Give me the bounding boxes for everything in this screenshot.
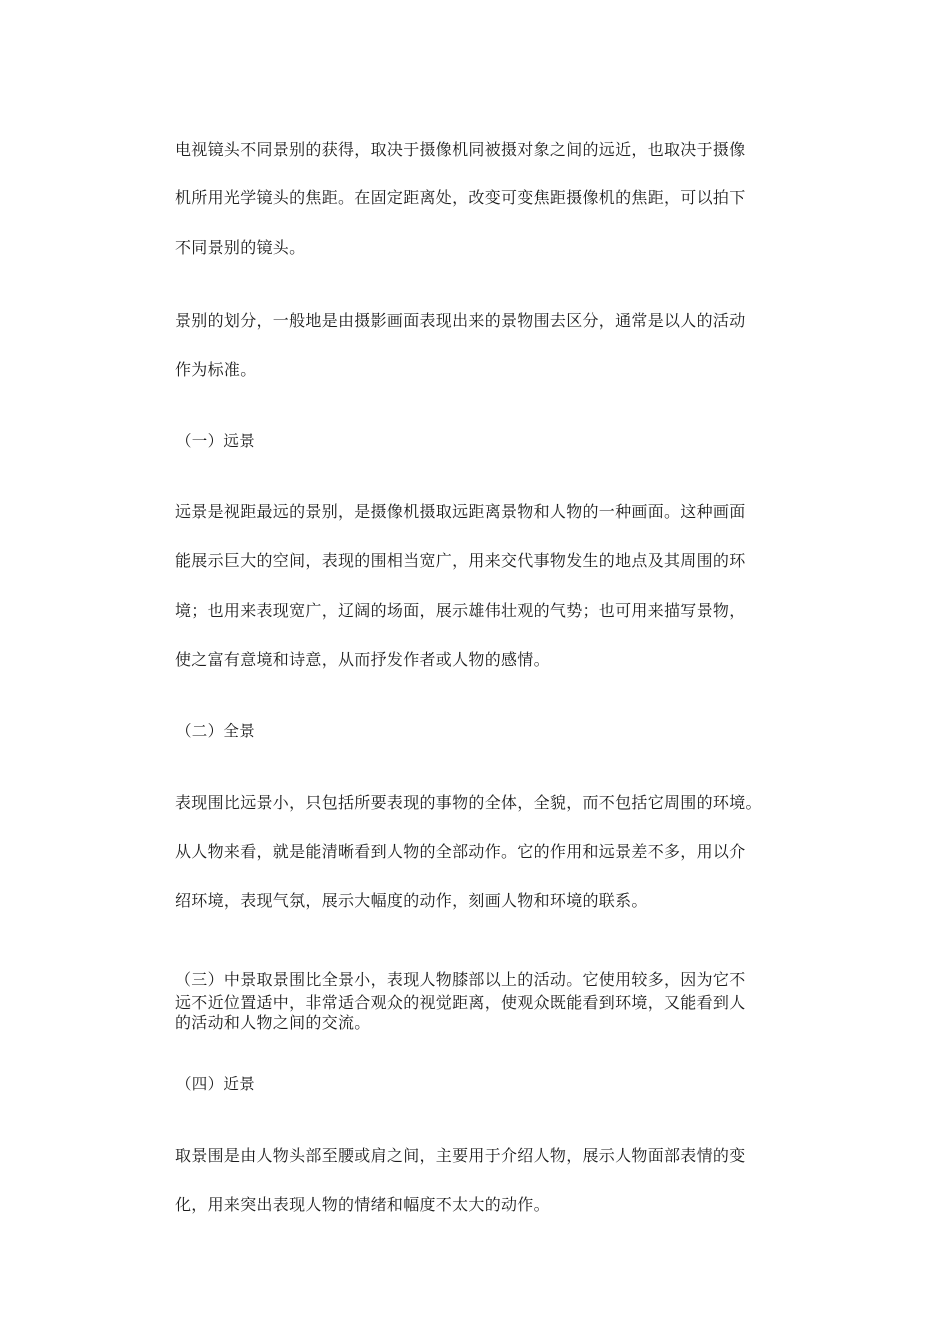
paragraph-2-line-2: 作为标准。 <box>175 360 257 379</box>
paragraph-4-line-3: 绍环境，表现气氛，展示大幅度的动作，刻画人物和环境的联系。 <box>175 891 648 910</box>
section-heading-full-shot: （二）全景 <box>176 722 256 740</box>
paragraph-1-line-1: 电视镜头不同景别的获得，取决于摄像机同被摄对象之间的远近，也取决于摄像 <box>175 140 746 159</box>
section-heading-distant-shot: （一）远景 <box>176 432 256 450</box>
paragraph-1-line-3: 不同景别的镜头。 <box>175 238 306 257</box>
paragraph-5-line-3: 的活动和人物之间的交流。 <box>175 1013 371 1032</box>
section-heading-close-shot: （四）近景 <box>176 1075 256 1093</box>
paragraph-3-line-1: 远景是视距最远的景别，是摄像机摄取远距离景物和人物的一种画面。这种画面 <box>175 502 746 521</box>
paragraph-6-line-2: 化，用来突出表现人物的情绪和幅度不太大的动作。 <box>175 1195 550 1214</box>
paragraph-3-line-2: 能展示巨大的空间，表现的围相当宽广，用来交代事物发生的地点及其周围的环 <box>175 551 746 570</box>
paragraph-6-line-1: 取景围是由人物头部至腰或肩之间，主要用于介绍人物，展示人物面部表情的变 <box>175 1146 746 1165</box>
paragraph-3-line-4: 使之富有意境和诗意，从而抒发作者或人物的感情。 <box>175 650 550 669</box>
paragraph-2-line-1: 景别的划分，一般地是由摄影画面表现出来的景物围去区分，通常是以人的活动 <box>175 311 746 330</box>
paragraph-5-line-2: 远不近位置适中，非常适合观众的视觉距离，使观众既能看到环境，又能看到人 <box>175 993 746 1012</box>
paragraph-5-line-1: （三）中景取景围比全景小，表现人物膝部以上的活动。它使用较多，因为它不 <box>175 970 746 989</box>
paragraph-4-line-1: 表现围比远景小，只包括所要表现的事物的全体，全貌，而不包括它周围的环境。 <box>175 793 762 812</box>
paragraph-3-line-3: 境；也用来表现宽广，辽阔的场面，展示雄伟壮观的气势；也可用来描写景物， <box>175 601 746 620</box>
paragraph-4-line-2: 从人物来看，就是能清晰看到人物的全部动作。它的作用和远景差不多，用以介 <box>175 842 746 861</box>
paragraph-1-line-2: 机所用光学镜头的焦距。在固定距离处，改变可变焦距摄像机的焦距，可以拍下 <box>175 188 746 207</box>
